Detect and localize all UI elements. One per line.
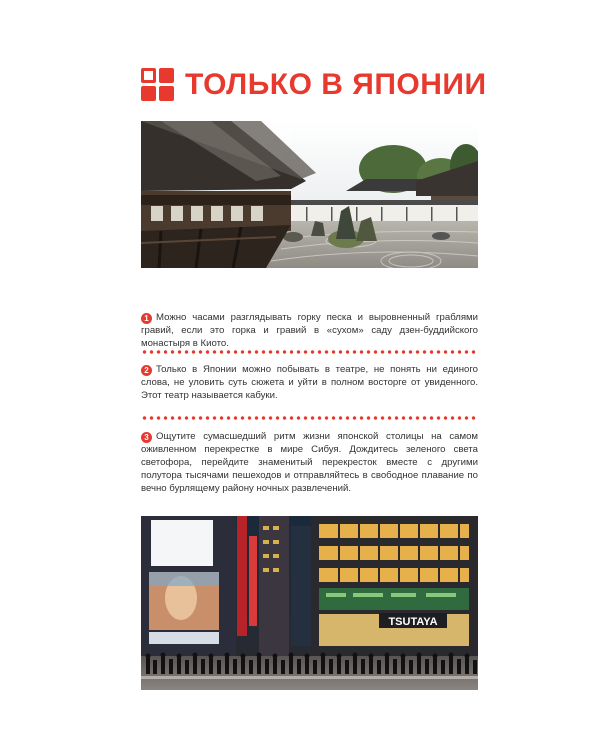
list-item-2 xyxy=(141,363,478,402)
item-number-2-icon: 2 xyxy=(141,365,152,376)
item-number-3-icon: 3 xyxy=(141,432,152,443)
list-item-1 xyxy=(141,311,478,350)
page-title: ТОЛЬКО В ЯПОНИИ xyxy=(185,68,487,101)
section-header xyxy=(141,66,487,104)
item-number-1-icon: 1 xyxy=(141,313,152,324)
item-text-1: Можно часами разглядывать горку песка и выровненный граблями гравий, если это горка и гравий в «сухом» саду дзен-буддийского монастыря в Киото. xyxy=(141,312,478,349)
dotted-divider xyxy=(141,416,478,420)
tsutaya-sign: TSUTAYA xyxy=(388,616,438,628)
item-text-3: Ощутите сумасшедший ритм жизни японской столицы на самом оживленном перекрестке в мире Сибуя. Дождитесь зеленого света светофора, перейдите знаменитый перекресток вместе с другими полутора тысячами пешеходов и отправляйтесь в свободное плавание по вечно бурлящему району ночных развлечений. xyxy=(141,431,478,494)
dotted-divider xyxy=(141,350,478,354)
shibuya-crossing-photo xyxy=(141,516,478,690)
item-text-2: Только в Японии можно побывать в театре, не понять ни единого слова, не уловить суть сюжета и уйти в полном восторге от увиденного. Этот театр называется кабуки. xyxy=(141,364,478,401)
list-item-3 xyxy=(141,430,478,495)
grid-logo-icon xyxy=(141,68,175,102)
zen-garden-photo xyxy=(141,121,478,268)
